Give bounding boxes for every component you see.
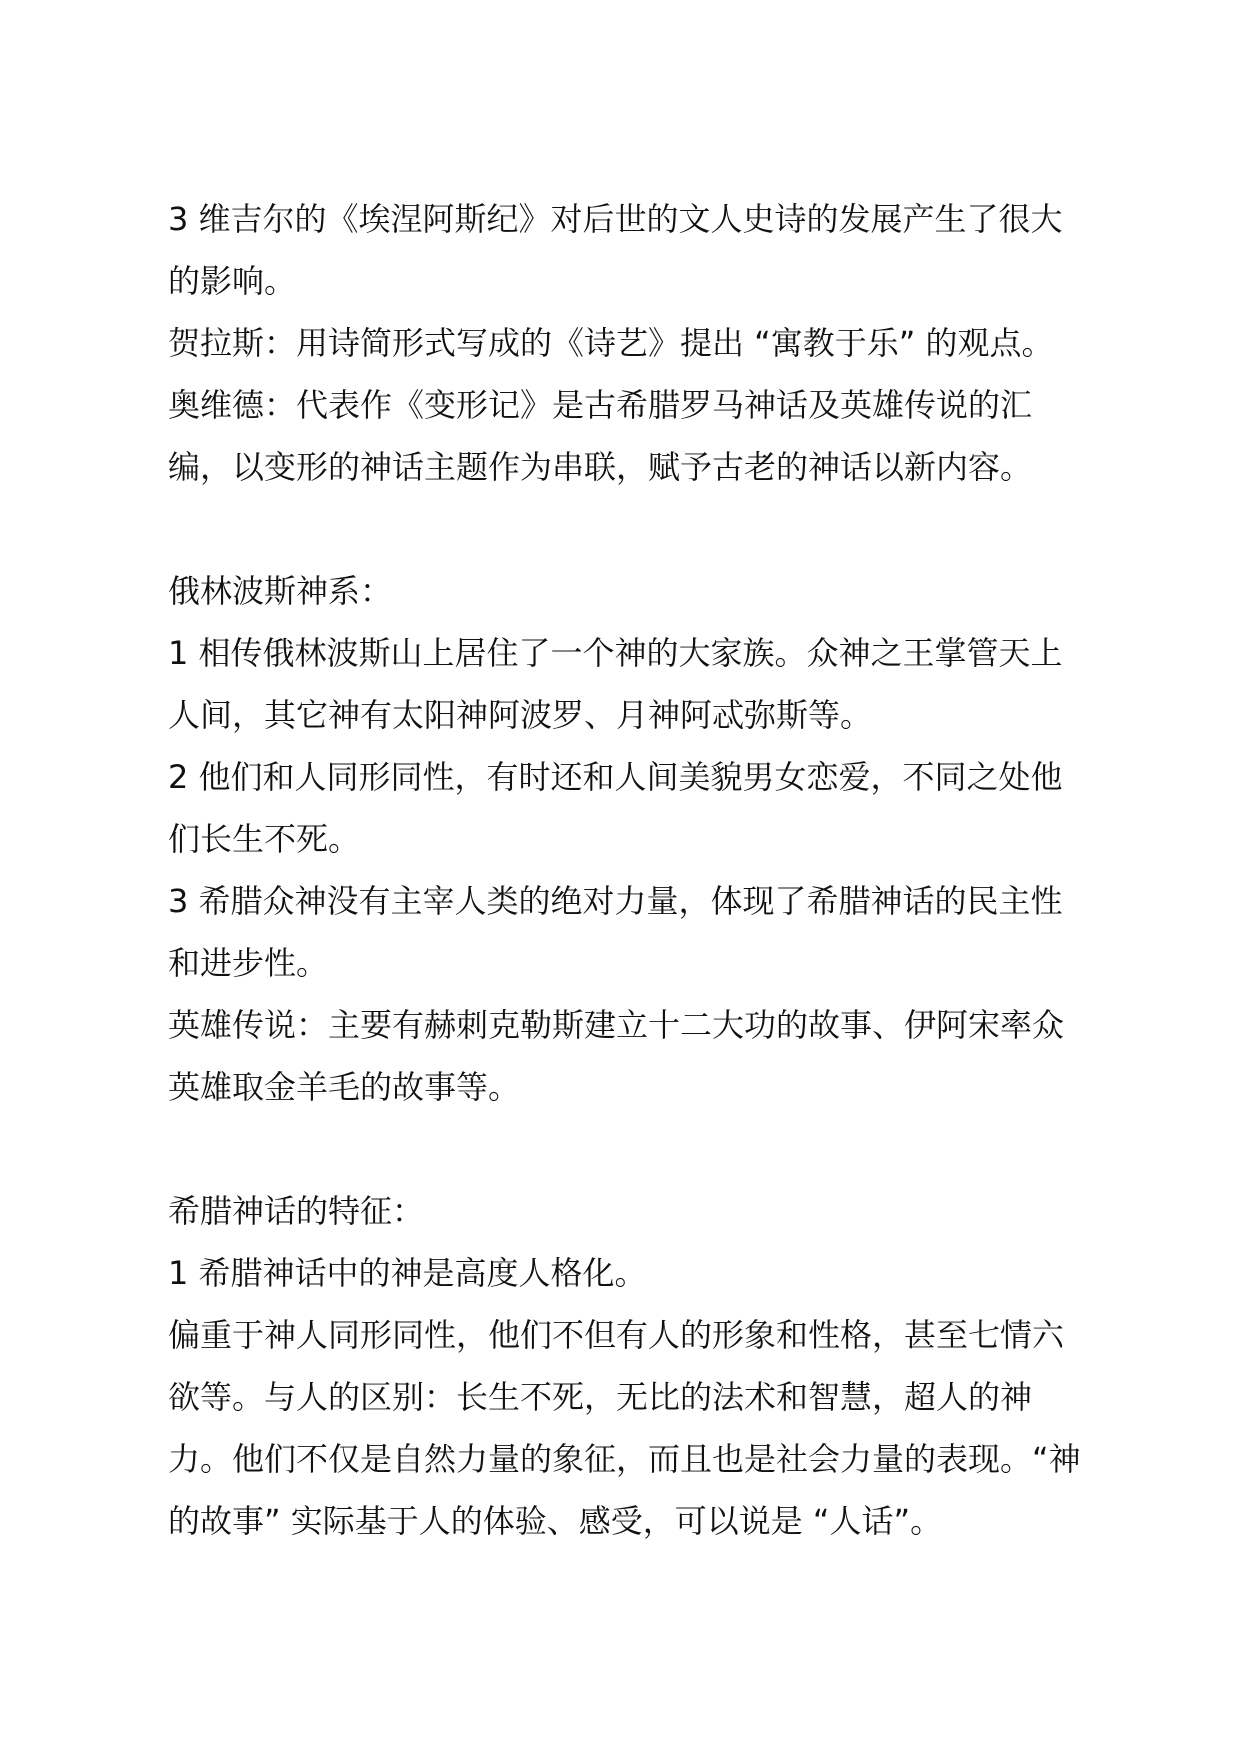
paragraph-spacer	[168, 498, 1088, 560]
list-item-anthropomorphic-gods: 2 他们和人同形同性，有时还和人间美貌男女恋爱，不同之处他们长生不死。	[168, 758, 1063, 858]
paragraph-horace: 贺拉斯：用诗简形式写成的《诗艺》提出 “寓教于乐” 的观点。	[168, 324, 1054, 362]
document-page	[168, 188, 1088, 1552]
paragraph-spacer	[168, 1118, 1088, 1180]
paragraph-anthropomorphism-detail: 偏重于神人同形同性，他们不但有人的形象和性格，甚至七情六欲等。与人的区别：长生不死，无比的法术和智慧，超人的神力。他们不仅是自然力量的象征，而且也是社会力量的表现。“神的故事” 实际基于人的体验、感受，可以说是 “人话”。	[168, 1316, 1081, 1540]
section-heading-olympian-gods: 俄林波斯神系：	[168, 572, 393, 610]
list-item-personified-gods: 1 希腊神话中的神是高度人格化。	[168, 1254, 647, 1292]
paragraph-ovid: 奥维德：代表作《变形记》是古希腊罗马神话及英雄传说的汇编，以变形的神话主题作为串联，赋予古老的神话以新内容。	[168, 386, 1033, 486]
paragraph-virgil: 3 维吉尔的《埃涅阿斯纪》对后世的文人史诗的发展产生了很大的影响。	[168, 200, 1063, 300]
list-item-no-absolute-power: 3 希腊众神没有主宰人类的绝对力量，体现了希腊神话的民主性和进步性。	[168, 882, 1063, 982]
paragraph-hero-legends: 英雄传说：主要有赫刺克勒斯建立十二大功的故事、伊阿宋率众英雄取金羊毛的故事等。	[168, 1006, 1065, 1106]
list-item-olympus-family: 1 相传俄林波斯山上居住了一个神的大家族。众神之王掌管天上人间，其它神有太阳神阿波罗、月神阿忒弥斯等。	[168, 634, 1063, 734]
section-heading-greek-myth-features: 希腊神话的特征：	[168, 1192, 425, 1230]
